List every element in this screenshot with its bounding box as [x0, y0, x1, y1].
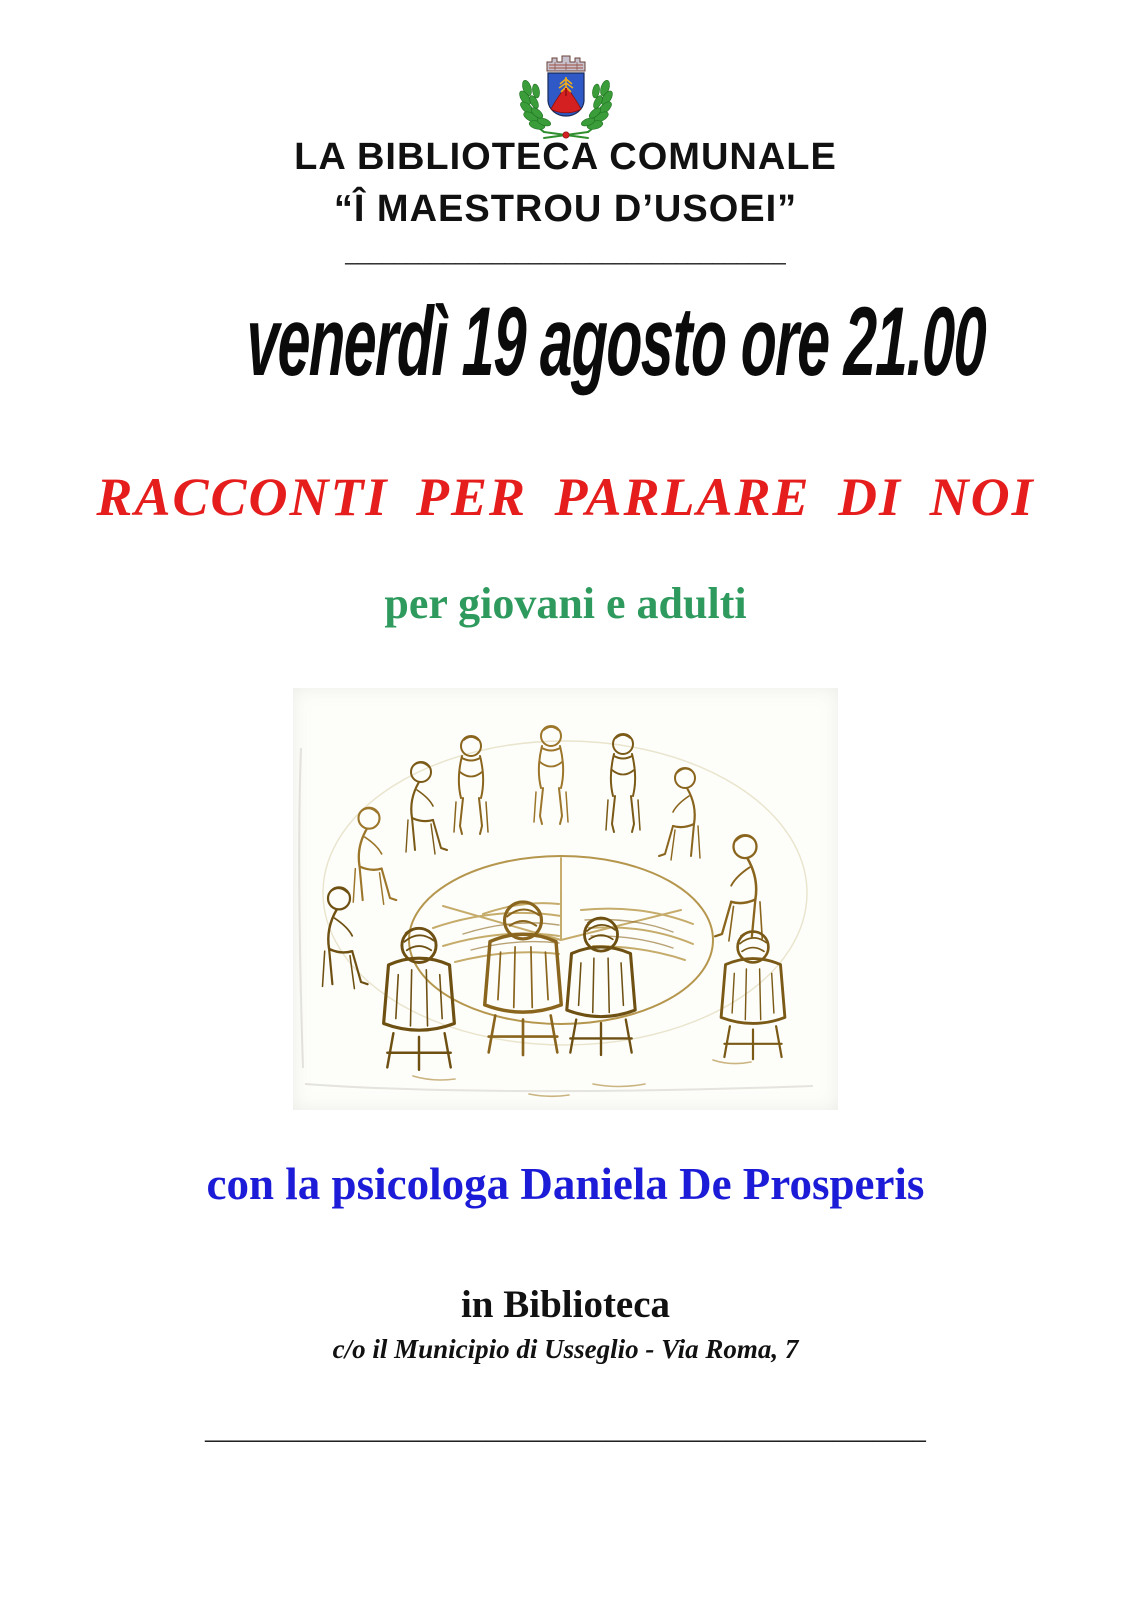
organization-name: LA BIBLIOTECA COMUNALE — [294, 136, 837, 178]
header-divider: ____________________________________ — [345, 240, 786, 265]
circle-discussion-sketch — [293, 688, 838, 1110]
crown-icon — [547, 56, 585, 71]
room-circle — [323, 741, 807, 1045]
event-venue: in Biblioteca — [460, 1283, 671, 1326]
event-address: c/o il Municipio di Usseglio - Via Roma, 7 — [332, 1334, 799, 1364]
event-datetime — [0, 286, 1131, 396]
footer-divider: ______________________________________________________ — [205, 1416, 926, 1443]
event-title: RACCONTI PER PARLARE DI NOI — [96, 467, 1035, 527]
event-audience: per giovani e adulti — [384, 579, 747, 628]
municipal-crest-icon — [500, 50, 632, 146]
illustration-container — [0, 688, 1131, 1115]
organization-subname: “Î MAESTROU D’USOEI” — [333, 188, 798, 230]
event-speaker: con la psicologa Daniela De Prosperis — [206, 1159, 925, 1209]
event-datetime-text: venerdì 19 agosto ore 21.00 — [245, 286, 987, 396]
shield-icon — [548, 73, 584, 116]
